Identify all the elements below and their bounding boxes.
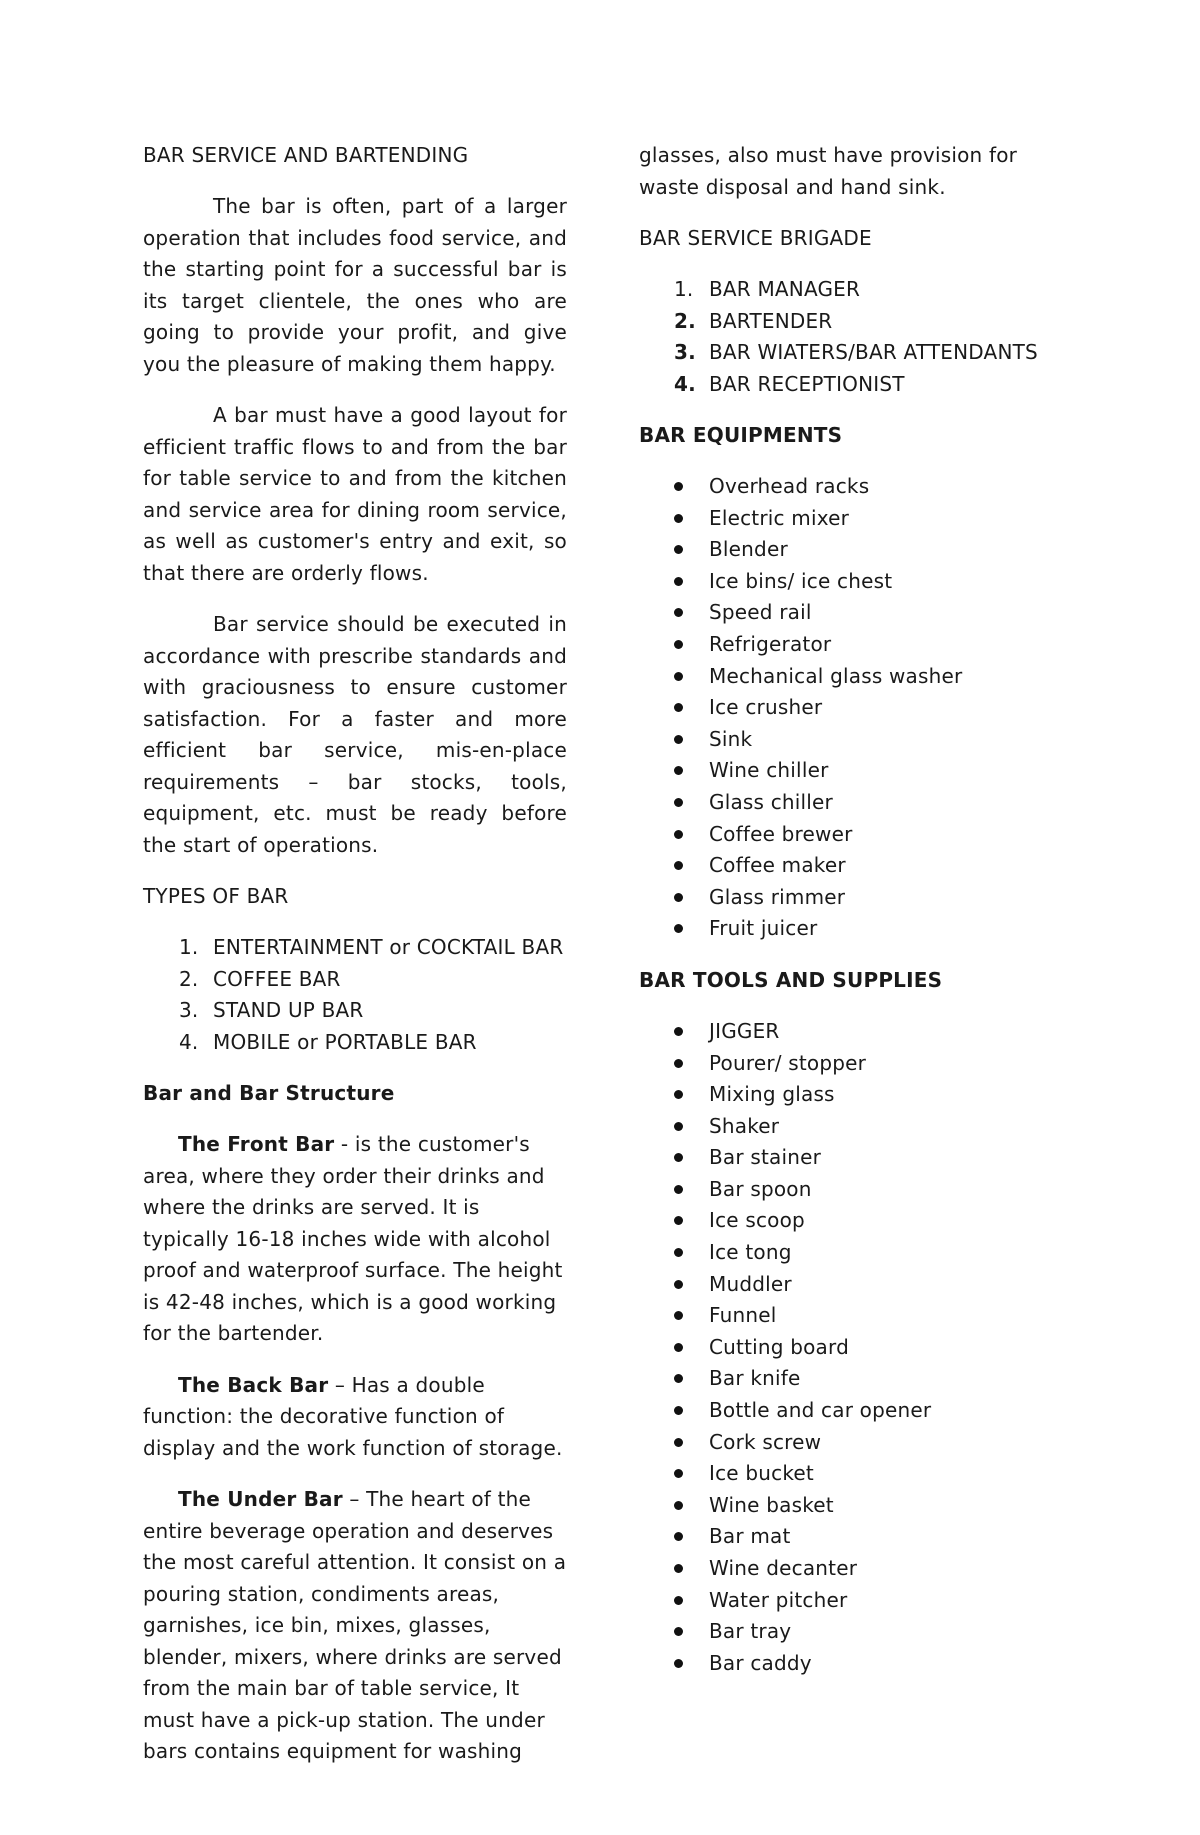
list-item — [639, 471, 1079, 503]
bullet-icon — [674, 1280, 683, 1289]
types-heading: TYPES OF BAR — [143, 884, 289, 908]
list-item-label: Cutting board — [709, 1334, 849, 1359]
list-item-label: Ice tong — [709, 1240, 792, 1265]
list-item — [639, 819, 1079, 851]
back-bar-term: The Back Bar — [178, 1372, 329, 1397]
list-item-label: Bottle and car opener — [709, 1398, 932, 1423]
list-item-label: Ice bins/ ice chest — [709, 568, 893, 593]
list-item-label: Ice crusher — [709, 695, 823, 720]
list-item — [639, 503, 1079, 535]
list-item — [639, 1521, 1079, 1553]
list-item-label: STAND UP BAR — [213, 998, 364, 1022]
list-item — [639, 1648, 1079, 1680]
list-number: 4. — [179, 1029, 199, 1054]
bullet-icon — [674, 1469, 683, 1478]
bullet-icon — [674, 1406, 683, 1415]
bullet-icon — [674, 1343, 683, 1352]
list-item-label: Cork screw — [709, 1429, 822, 1454]
list-item-label: Glass rimmer — [709, 884, 846, 909]
list-number: 1. — [179, 935, 199, 959]
list-item-label: ENTERTAINMENT or COCKTAIL BAR — [213, 935, 564, 959]
list-item — [639, 755, 1079, 787]
list-number: 3. — [179, 998, 199, 1022]
list-item-label: Wine decanter — [709, 1556, 858, 1580]
list-number: 2. — [179, 966, 199, 991]
list-item — [639, 1332, 1079, 1364]
list-item-label: Bar tray — [709, 1619, 792, 1644]
list-item-label: Ice scoop — [709, 1208, 805, 1233]
list-item-label: Blender — [709, 537, 788, 562]
tools-list — [639, 1016, 1079, 1679]
list-item — [639, 1142, 1079, 1174]
types-list — [143, 932, 567, 1058]
bullet-icon — [674, 608, 683, 617]
list-item — [639, 1458, 1079, 1490]
document-title: BAR SERVICE AND BARTENDING — [143, 143, 469, 167]
structure-heading: Bar and Bar Structure — [143, 1081, 395, 1105]
bullet-icon — [674, 1627, 683, 1636]
list-item — [639, 337, 1079, 369]
list-item-label: Electric mixer — [709, 505, 850, 530]
bullet-icon — [674, 1059, 683, 1068]
list-item-label: Coffee maker — [709, 853, 846, 878]
list-item — [639, 1174, 1079, 1206]
list-item — [639, 913, 1079, 945]
list-item — [639, 1079, 1079, 1111]
list-item-label: Pourer/ stopper — [709, 1050, 867, 1075]
list-item — [639, 629, 1079, 661]
list-item-label: Bar mat — [709, 1524, 791, 1549]
list-number: 3. — [674, 340, 696, 364]
bullet-icon — [674, 1248, 683, 1257]
bullet-icon — [674, 1311, 683, 1320]
list-item-label: Overhead racks — [709, 474, 870, 498]
list-item-label: Speed rail — [709, 600, 812, 625]
list-item-label: Glass chiller — [709, 789, 833, 814]
bullet-icon — [674, 766, 683, 775]
bullet-icon — [674, 1374, 683, 1383]
under-bar-term: The Under Bar — [178, 1487, 343, 1511]
list-item — [639, 306, 1079, 338]
bullet-icon — [674, 514, 683, 523]
list-item — [143, 1027, 567, 1059]
bullet-icon — [674, 1153, 683, 1162]
bullet-icon — [674, 545, 683, 554]
bullet-icon — [674, 1185, 683, 1194]
list-item — [639, 1585, 1079, 1617]
list-item-label: BAR RECEPTIONIST — [709, 371, 905, 396]
list-item-label: JIGGER — [709, 1018, 780, 1043]
bullet-icon — [674, 1564, 683, 1573]
bullet-icon — [674, 798, 683, 807]
list-item — [639, 1300, 1079, 1332]
list-item-label: Bar stainer — [709, 1145, 822, 1170]
list-item — [639, 274, 1079, 306]
bullet-icon — [674, 924, 683, 933]
list-item — [143, 932, 567, 964]
list-item-label: Mixing glass — [709, 1082, 835, 1107]
list-item — [639, 369, 1079, 401]
list-item-label: Sink — [709, 726, 753, 751]
bullet-icon — [674, 1501, 683, 1510]
list-item-label: Funnel — [709, 1303, 777, 1328]
list-item-label: BARTENDER — [709, 308, 833, 333]
list-item-label: Fruit juicer — [709, 916, 818, 941]
bullet-icon — [674, 672, 683, 681]
back-bar-text: – Has a double function: the decorative function of display and the work function of storage. — [143, 1372, 563, 1460]
list-item-label: Mechanical glass washer — [709, 663, 963, 688]
list-item-label: Muddler — [709, 1271, 792, 1296]
front-bar-text: - is the customer's area, where they order their drinks and where the drinks are served. It is typically 16-18 inches wide with alcohol proof and waterproof surface. The height is 42-48 inches, which is a good working for the bartender. — [143, 1132, 563, 1345]
layout-paragraph: A bar must have a good layout for efficient traffic flows to and from the bar for table service to and from the kitchen and service area for dining room service, as well as customer's entry and exit, so that there are orderly flows. — [143, 403, 567, 585]
bullet-icon — [674, 1122, 683, 1131]
bullet-icon — [674, 482, 683, 491]
brigade-list — [639, 274, 1079, 400]
bullet-icon — [674, 1216, 683, 1225]
list-item — [639, 850, 1079, 882]
list-item-label: Coffee brewer — [709, 821, 853, 846]
list-item — [639, 882, 1079, 914]
equipment-heading: BAR EQUIPMENTS — [639, 423, 843, 447]
under-bar-text: – The heart of the entire beverage operation and deserves the most careful attention. It consist on a pouring station, condiments areas, garnishes, ice bin, mixes, glasses, blender, mixers, where drinks are served from the main bar of table service, It must have a pick-up station. The under bars contains equipment for washing — [143, 1487, 567, 1763]
list-item-label: Shaker — [709, 1113, 780, 1138]
list-item — [639, 1111, 1079, 1143]
list-number: 1. — [674, 277, 694, 301]
back-bar-paragraph — [143, 1370, 567, 1465]
list-item-label: BAR MANAGER — [709, 277, 861, 301]
front-bar-term: The Front Bar — [178, 1132, 335, 1156]
list-item-label: BAR WIATERS/BAR ATTENDANTS — [709, 340, 1038, 364]
tools-heading: BAR TOOLS AND SUPPLIES — [639, 967, 943, 992]
front-bar-paragraph — [143, 1129, 567, 1350]
bullet-icon — [674, 830, 683, 839]
list-item — [639, 724, 1079, 756]
bullet-icon — [674, 1596, 683, 1605]
list-item — [639, 1237, 1079, 1269]
bullet-icon — [674, 1090, 683, 1099]
list-item — [639, 1269, 1079, 1301]
list-item-label: Refrigerator — [709, 631, 832, 656]
bullet-icon — [674, 1659, 683, 1668]
list-item-label: Wine chiller — [709, 758, 829, 783]
list-item — [639, 661, 1079, 693]
bullet-icon — [674, 893, 683, 902]
list-item — [639, 1048, 1079, 1080]
list-item — [639, 1490, 1079, 1522]
bullet-icon — [674, 703, 683, 712]
list-item-label: Wine basket — [709, 1492, 834, 1517]
list-number: 2. — [674, 308, 696, 333]
bullet-icon — [674, 577, 683, 586]
list-item-label: Bar knife — [709, 1366, 801, 1391]
continuation-paragraph: glasses, also must have provision for waste disposal and hand sink. — [639, 143, 1018, 199]
list-item — [639, 1553, 1079, 1585]
list-item — [143, 995, 567, 1027]
under-bar-paragraph — [143, 1484, 567, 1768]
bullet-icon — [674, 735, 683, 744]
list-item — [639, 566, 1079, 598]
list-item — [639, 1205, 1079, 1237]
list-number: 4. — [674, 371, 696, 396]
right-column — [639, 140, 1079, 1699]
brigade-heading: BAR SERVICE BRIGADE — [639, 226, 872, 250]
list-item — [143, 964, 567, 996]
list-item — [639, 534, 1079, 566]
bullet-icon — [674, 861, 683, 870]
equipment-list — [639, 471, 1079, 945]
left-column — [143, 140, 567, 1788]
list-item — [639, 1616, 1079, 1648]
bullet-icon — [674, 1027, 683, 1036]
bullet-icon — [674, 1438, 683, 1447]
list-item-label: Bar spoon — [709, 1176, 812, 1201]
service-paragraph: Bar service should be executed in accordance with prescribe standards and with graciousness to ensure customer satisfaction. For a faster and more efficient bar service, mis-en-place requirements – bar stocks, tools, equipment, etc. must be ready before the start of operations. — [143, 612, 567, 857]
list-item — [639, 1363, 1079, 1395]
bullet-icon — [674, 640, 683, 649]
list-item-label: MOBILE or PORTABLE BAR — [213, 1029, 477, 1054]
list-item-label: Bar caddy — [709, 1650, 812, 1675]
list-item — [639, 692, 1079, 724]
intro-paragraph: The bar is often, part of a larger operation that includes food service, and the starting point for a successful bar is its target clientele, the ones who are going to provide your profit, and give you the pleasure of making them happy. — [143, 194, 567, 376]
list-item — [639, 1427, 1079, 1459]
list-item — [639, 597, 1079, 629]
list-item-label: Water pitcher — [709, 1587, 848, 1612]
list-item — [639, 1016, 1079, 1048]
bullet-icon — [674, 1532, 683, 1541]
list-item — [639, 1395, 1079, 1427]
list-item — [639, 787, 1079, 819]
list-item-label: COFFEE BAR — [213, 966, 341, 991]
list-item-label: Ice bucket — [709, 1461, 814, 1486]
